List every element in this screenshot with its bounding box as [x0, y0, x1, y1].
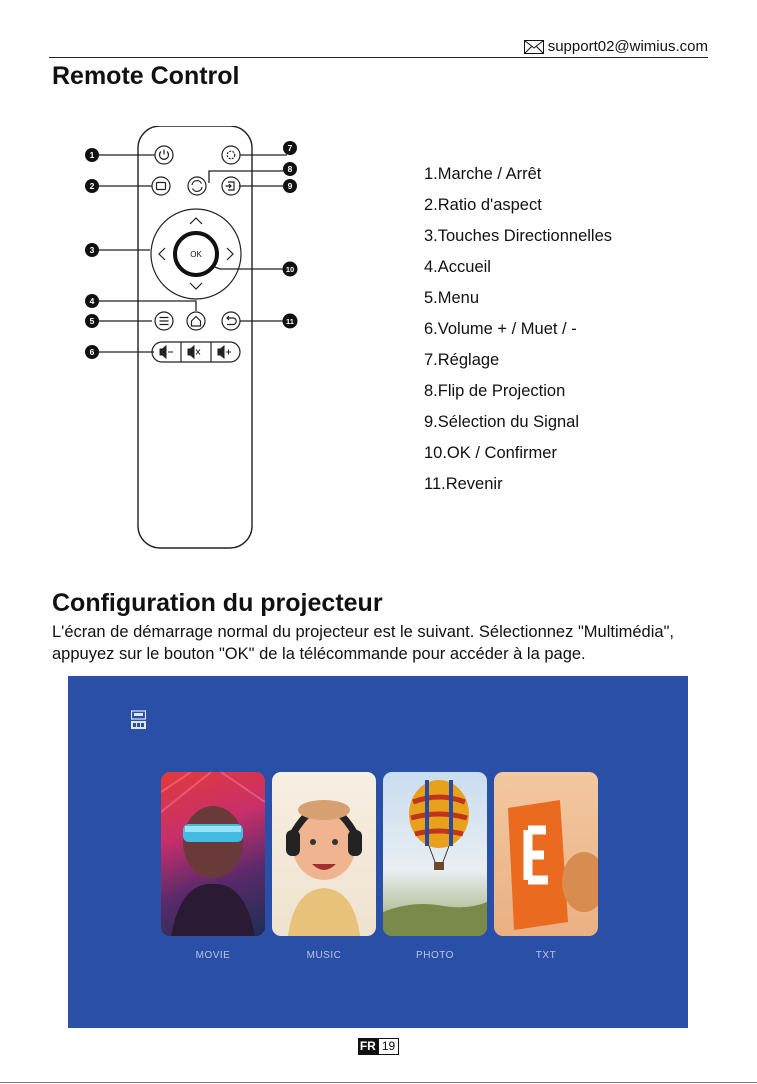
callout-1: 1 — [89, 150, 95, 160]
music-card[interactable] — [272, 772, 376, 936]
photo-artwork — [383, 772, 487, 936]
photo-label: PHOTO — [416, 950, 454, 961]
remote-diagram — [82, 126, 322, 550]
envelope-icon — [524, 40, 544, 54]
txt-label: TXT — [535, 950, 557, 961]
language-badge: FR — [359, 1039, 376, 1053]
projector-home-screen — [68, 676, 688, 1028]
txt-card[interactable] — [494, 772, 598, 936]
callout-5: 5 — [89, 316, 95, 326]
section-title-projector: Configuration du projecteur — [52, 589, 383, 617]
section-title-remote: Remote Control — [52, 62, 240, 90]
usb-storage-icon[interactable] — [131, 710, 146, 730]
intro-paragraph — [52, 621, 722, 665]
remote-body — [138, 126, 252, 548]
legend-item: 10.OK / Confirmer — [424, 444, 557, 462]
page-number: 19 — [378, 1038, 399, 1055]
legend-item: 7.Réglage — [424, 351, 500, 369]
callout-11: 11 — [286, 317, 294, 326]
legend-item: 11.Revenir — [424, 475, 503, 493]
support-email — [524, 38, 708, 55]
email-text: support02@wimius.com — [547, 38, 708, 55]
legend-item: 6.Volume + / Muet / - — [424, 320, 577, 338]
legend-item: 4.Accueil — [424, 258, 491, 276]
movie-artwork — [161, 772, 265, 936]
legend-item: 2.Ratio d'aspect — [424, 196, 542, 214]
movie-label: MOVIE — [195, 950, 231, 961]
intro-line-2: appuyez sur le bouton "OK" de la télécommande pour accéder à la page. — [52, 645, 586, 663]
callout-4: 4 — [89, 296, 95, 306]
page-footer — [0, 1038, 757, 1055]
callout-10: 10 — [285, 265, 295, 274]
music-label: MUSIC — [306, 950, 342, 961]
button-legend — [424, 163, 612, 504]
txt-artwork — [494, 772, 598, 936]
callout-6: 6 — [89, 347, 95, 357]
movie-card[interactable] — [161, 772, 265, 936]
header-rule — [49, 57, 708, 58]
music-artwork — [272, 772, 376, 936]
callout-3: 3 — [89, 245, 95, 255]
footer-rule — [0, 1082, 757, 1083]
legend-item: 9.Sélection du Signal — [424, 413, 580, 431]
callout-8: 8 — [287, 164, 293, 174]
intro-line-1: L'écran de démarrage normal du projecteur est le suivant. Sélectionnez "Multimédia", — [52, 623, 675, 641]
callout-7: 7 — [287, 143, 293, 153]
callout-9: 9 — [287, 181, 293, 191]
legend-item: 5.Menu — [424, 289, 480, 307]
photo-card[interactable] — [383, 772, 487, 936]
legend-item: 8.Flip de Projection — [424, 382, 566, 400]
ok-label: OK — [190, 250, 202, 259]
legend-item: 1.Marche / Arrêt — [424, 165, 542, 183]
callout-2: 2 — [89, 181, 95, 191]
legend-item: 3.Touches Directionnelles — [424, 227, 613, 245]
